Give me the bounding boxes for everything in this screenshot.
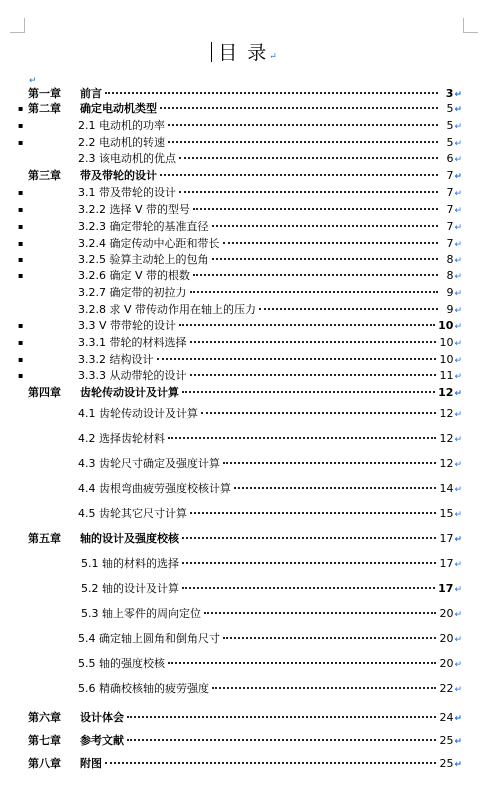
toc-chapter-number: 第一章 [28,87,61,100]
toc-entry-title: 确定电动机类型 [80,102,157,115]
toc-page-number: 20 [439,632,454,645]
list-bullet-icon: ▪ [18,138,24,147]
toc-page-number: 12 [438,386,454,399]
toc-entry-title: 5.3 轴上零件的周向定位 [81,607,201,620]
list-bullet-icon: ▪ [18,255,24,264]
toc-entry-title: 2.1 电动机的功率 [78,119,165,132]
toc-entry-title: 前言 [80,87,102,100]
toc-entry[interactable] [0,285,490,301]
paragraph-mark-icon: ↵ [454,356,462,366]
paragraph-mark-icon: ↵ [454,306,462,316]
toc-dot-leader [179,191,438,193]
toc-dot-leader [182,587,435,589]
toc-entry-title: 3.1 带及带轮的设计 [78,186,176,199]
paragraph-mark-icon: ↵ [454,585,462,595]
toc-dot-leader [179,324,435,326]
list-bullet-icon: ▪ [18,188,24,197]
toc-entry[interactable] [0,236,490,252]
toc-page-number: 7 [446,220,454,233]
toc-chapter-number: 第二章 [28,102,61,115]
paragraph-mark-icon: ↵ [454,172,462,182]
paragraph-mark-icon: ↵ [454,660,462,670]
toc-entry-title: 3.2.5 验算主动轮上的包角 [78,253,209,266]
toc-entry[interactable] [0,506,490,522]
toc-dot-leader [168,662,436,664]
paragraph-mark-icon: ↵ [454,240,462,250]
toc-entry-title: 4.3 齿轮尺寸确定及强度计算 [78,457,220,470]
toc-page-number: 11 [439,369,454,382]
paragraph-mark-icon: ↵ [454,90,462,100]
toc-page-number: 12 [439,432,454,445]
toc-dot-leader [168,437,436,439]
paragraph-mark-icon: ↵ [454,372,462,382]
toc-chapter-number: 第三章 [28,169,61,182]
paragraph-mark-icon: ↵ [454,139,462,149]
toc-dot-leader [223,637,436,639]
toc-dot-leader [190,374,437,376]
toc-entry-title: 2.3 该电动机的优点 [78,152,176,165]
paragraph-mark-icon: ↵ [454,560,462,570]
paragraph-mark-icon: ↵ [454,760,462,770]
toc-entry[interactable] [0,135,490,151]
toc-entry-title: 轴的设计及强度校核 [80,532,179,545]
paragraph-mark-icon: ↵ [454,435,462,445]
toc-page-number: 7 [446,237,454,250]
toc-page-number: 10 [438,319,454,332]
toc-page-number: 7 [446,186,454,199]
toc-page-number: 20 [439,657,454,670]
toc-entry-title: 4.2 选择齿轮材料 [78,432,165,445]
toc-page-number: 7 [446,203,454,216]
paragraph-mark-icon: ↵ [454,256,462,266]
paragraph-mark-icon: ↵ [454,685,462,695]
toc-dot-leader [212,225,439,227]
toc-dot-leader [190,341,437,343]
toc-page-number: 12 [439,407,454,420]
toc-page-number: 17 [439,557,454,570]
toc-entry-title: 5.1 轴的材料的选择 [81,557,179,570]
toc-dot-leader [182,537,436,539]
toc-dot-leader [182,391,435,393]
toc-chapter-number: 第四章 [28,386,61,399]
toc-dot-leader [168,124,438,126]
toc-entry-title: 附图 [80,757,102,770]
paragraph-mark-icon: ↵ [454,510,462,520]
toc-page-number: 25 [439,757,454,770]
toc-entry[interactable] [0,656,490,672]
toc-dot-leader [182,562,436,564]
toc-entry[interactable] [0,756,490,772]
toc-entry-title: 3.2.3 确定带轮的基准直径 [78,220,209,233]
toc-entry[interactable] [0,431,490,447]
list-bullet-icon: ▪ [18,239,24,248]
paragraph-mark-icon: ↵ [454,737,462,747]
toc-page-number: 24 [439,711,454,724]
toc-dot-leader [212,687,436,689]
toc-page-number: 17 [439,532,454,545]
toc-entry[interactable] [0,219,490,235]
toc-chapter-number: 第八章 [28,757,61,770]
toc-dot-leader [190,512,436,514]
toc-page-number: 10 [439,336,454,349]
toc-page-number: 8 [446,269,454,282]
toc-page-number: 6 [446,152,454,165]
toc-page-number: 15 [439,507,454,520]
toc-dot-leader [201,412,436,414]
list-bullet-icon: ▪ [18,338,24,347]
toc-dot-leader [105,92,438,94]
toc-entry[interactable] [0,168,490,184]
toc-entry-title: 5.2 轴的设计及计算 [81,582,179,595]
toc-entry[interactable] [0,318,490,334]
toc-entry[interactable] [0,118,490,134]
paragraph-mark-icon: ↵ [454,223,462,233]
toc-page-number: 3 [445,87,454,100]
toc-page-number: 8 [446,253,454,266]
toc-dot-leader [212,258,439,260]
toc-chapter-number: 第六章 [28,711,61,724]
toc-entry[interactable] [0,456,490,472]
paragraph-mark-icon: ↵ [29,76,37,86]
list-bullet-icon: ▪ [18,121,24,130]
paragraph-mark-icon: ↵ [454,105,462,115]
toc-entry-title: 5.4 确定轴上圆角和倒角尺寸 [78,632,220,645]
toc-entry-title: 2.2 电动机的转速 [78,136,165,149]
list-bullet-icon: ▪ [18,271,24,280]
toc-dot-leader [127,739,436,741]
toc-entry[interactable] [0,733,490,749]
text-cursor [211,42,212,62]
toc-page-number: 12 [439,457,454,470]
toc-entry[interactable] [0,101,490,117]
toc-entry-title: 3.3.1 带轮的材料选择 [78,336,187,349]
toc-entry[interactable] [0,406,490,422]
toc-entry[interactable] [0,86,490,102]
toc-entry[interactable] [0,268,490,284]
toc-entry[interactable] [0,631,490,647]
paragraph-mark-icon: ↵ [454,460,462,470]
toc-dot-leader [160,174,438,176]
toc-dot-leader [223,242,439,244]
paragraph-mark-icon: ↵ [454,206,462,216]
toc-dot-leader [105,762,436,764]
empty-paragraph [28,68,37,87]
paragraph-mark-icon: ↵ [454,635,462,645]
toc-entry[interactable] [0,151,490,167]
toc-entry-title: 5.5 轴的强度校核 [78,657,165,670]
toc-entry[interactable] [0,252,490,268]
toc-dot-leader [127,716,436,718]
toc-dot-leader [223,462,436,464]
paragraph-mark-icon: ↵ [454,322,462,332]
toc-entry-title: 齿轮传动设计及计算 [80,386,179,399]
toc-dot-leader [190,291,439,293]
toc-chapter-number: 第五章 [28,532,61,545]
toc-entry[interactable] [0,531,490,547]
list-bullet-icon: ▪ [18,222,24,231]
toc-entry[interactable] [0,202,490,218]
toc-page-number: 7 [446,169,454,182]
toc-entry-title: 3.3 V 带带轮的设计 [78,319,177,332]
toc-entry[interactable] [0,606,490,622]
toc-dot-leader [157,358,437,360]
toc-entry[interactable] [0,352,490,368]
toc-dot-leader [179,157,438,159]
toc-page-number: 22 [439,682,454,695]
toc-entry-title: 4.4 齿根弯曲疲劳强度校核计算 [78,482,231,495]
toc-dot-leader [234,487,436,489]
page-corner-mark-left [10,18,25,33]
paragraph-mark-icon: ↵ [454,714,462,724]
list-bullet-icon: ▪ [18,205,24,214]
toc-entry[interactable] [0,710,490,726]
toc-page-number: 9 [446,286,454,299]
list-bullet-icon: ▪ [18,355,24,364]
toc-entry[interactable] [0,302,490,318]
toc-dot-leader [168,141,438,143]
toc-entry-title: 4.5 齿轮其它尺寸计算 [78,507,187,520]
toc-entry-title: 参考文献 [80,734,124,747]
page-corner-mark-right [463,18,478,33]
toc-entry-title: 3.2.7 确定带的初拉力 [78,286,187,299]
toc-entry[interactable] [0,681,490,697]
toc-chapter-number: 第七章 [28,734,61,747]
toc-title-text: 目 录 [218,42,269,64]
toc-title [0,38,490,65]
paragraph-mark-icon: ↵ [454,189,462,199]
toc-entry-title: 5.6 精确校核轴的疲劳强度 [78,682,209,695]
toc-entry-title: 3.2.4 确定传动中心距和带长 [78,237,220,250]
toc-dot-leader [259,308,438,310]
toc-dot-leader [204,612,436,614]
paragraph-mark-icon: ↵ [454,272,462,282]
toc-entry-title: 4.1 齿轮传动设计及计算 [78,407,198,420]
toc-page-number: 25 [439,734,454,747]
paragraph-mark-icon: ↵ [454,485,462,495]
paragraph-mark-icon: ↵ [454,155,462,165]
paragraph-mark-icon: ↵ [269,52,279,62]
toc-page-number: 5 [446,119,454,132]
toc-entry-title: 设计体会 [80,711,124,724]
list-bullet-icon: ▪ [18,104,24,113]
paragraph-mark-icon: ↵ [454,610,462,620]
toc-entry-title: 3.3.2 结构设计 [78,353,154,366]
toc-dot-leader [193,208,438,210]
paragraph-mark-icon: ↵ [454,339,462,349]
toc-page-number: 17 [438,582,454,595]
paragraph-mark-icon: ↵ [454,410,462,420]
toc-page-number: 10 [439,353,454,366]
toc-dot-leader [193,274,438,276]
paragraph-mark-icon: ↵ [454,289,462,299]
toc-entry-title: 3.2.6 确定 V 带的根数 [78,269,191,282]
toc-page-number: 5 [446,102,454,115]
toc-entry[interactable] [0,385,490,401]
paragraph-mark-icon: ↵ [454,389,462,399]
toc-page-number: 20 [439,607,454,620]
list-bullet-icon: ▪ [18,321,24,330]
toc-entry-title: 带及带轮的设计 [80,169,157,182]
toc-entry[interactable] [0,481,490,497]
paragraph-mark-icon: ↵ [454,535,462,545]
toc-page-number: 5 [446,136,454,149]
toc-entry[interactable] [0,185,490,201]
toc-entry[interactable] [0,556,490,572]
toc-entry[interactable] [0,581,490,597]
toc-dot-leader [160,107,438,109]
list-bullet-icon: ▪ [18,371,24,380]
toc-entry-title: 3.2.8 求 V 带传动作用在轴上的压力 [78,303,257,316]
toc-entry-title: 3.2.2 选择 V 带的型号 [78,203,191,216]
toc-entry[interactable] [0,368,490,384]
toc-page-number: 9 [446,303,454,316]
toc-page-number: 14 [439,482,454,495]
toc-entry[interactable] [0,335,490,351]
toc-entry-title: 3.3.3 从动带轮的设计 [78,369,187,382]
paragraph-mark-icon: ↵ [454,122,462,132]
